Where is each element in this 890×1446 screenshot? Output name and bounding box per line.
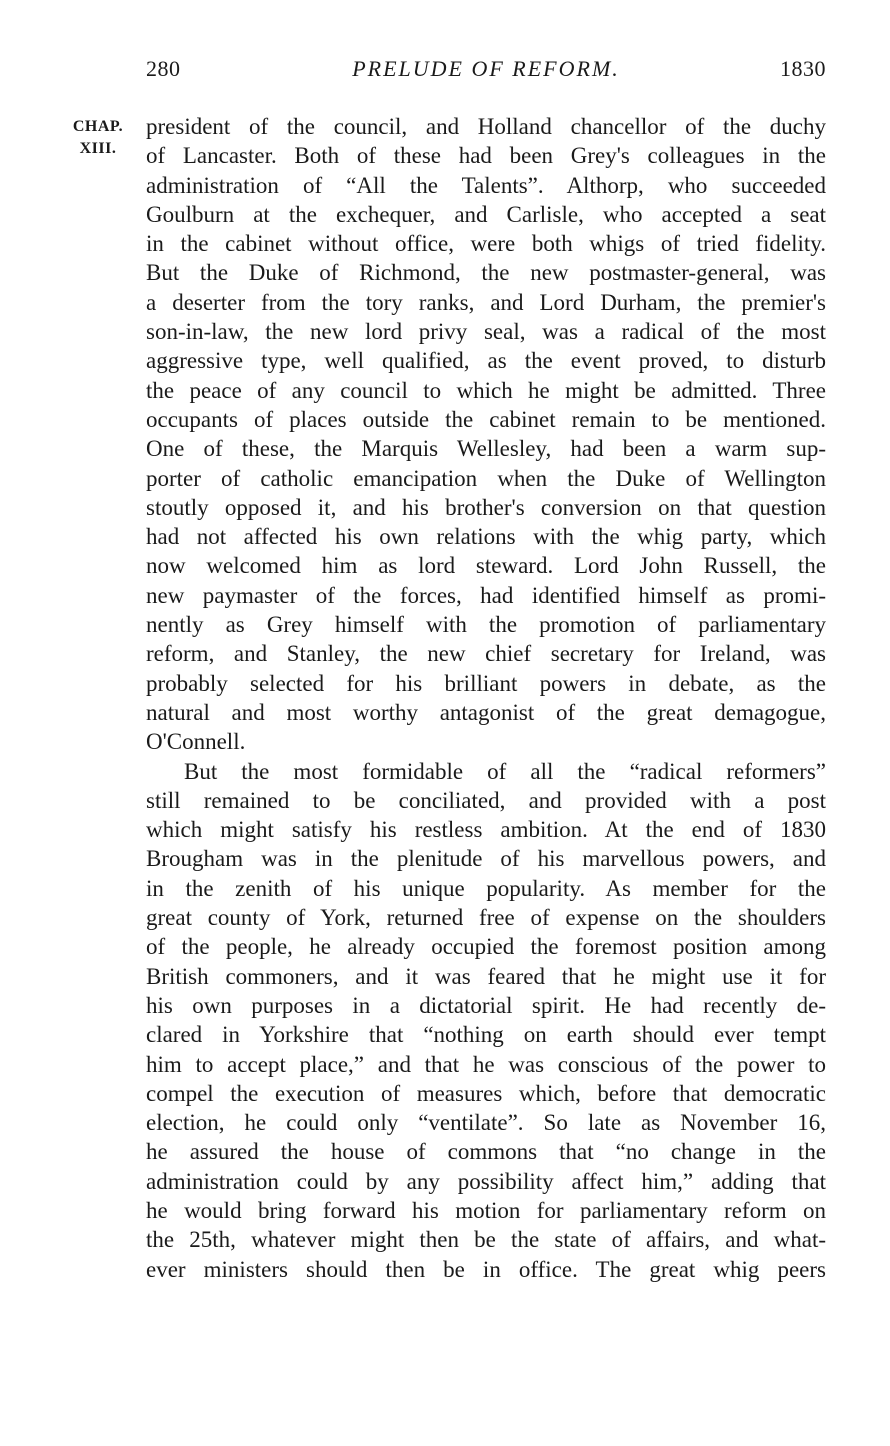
- text-line: probably selected for his brilliant powers in debate, as the: [146, 670, 826, 696]
- text-line: election, he could only “ventilate”. So late as November 16,: [146, 1110, 826, 1136]
- text-line: occupants of places outside the cabinet remain to be mentioned.: [146, 406, 826, 432]
- text-line: of Lancaster. Both of these had been Grey's colleagues in the: [146, 143, 826, 169]
- page-number: 280: [146, 56, 181, 81]
- text-line: administration could by any possibility affect him,” adding that: [146, 1168, 826, 1194]
- text-line: great county of York, returned free of expense on the shoulders: [146, 905, 826, 931]
- text-line: in the zenith of his unique popularity. As member for the: [146, 875, 826, 901]
- text-line: clared in Yorkshire that “nothing on earth should ever tempt: [146, 1022, 826, 1048]
- text-line: reform, and Stanley, the new chief secretary for Ireland, was: [146, 641, 826, 667]
- chapter-label-number: XIII.: [79, 140, 117, 157]
- text-line: stoutly opposed it, and his brother's conversion on that question: [146, 494, 826, 520]
- text-line: aggressive type, well qualified, as the event proved, to disturb: [146, 348, 826, 374]
- chapter-label: [62, 116, 134, 160]
- text-line: his own purposes in a dictatorial spirit. He had recently de-: [146, 992, 826, 1018]
- text-line: he assured the house of commons that “no change in the: [146, 1139, 826, 1165]
- text-line: a deserter from the tory ranks, and Lord Durham, the premier's: [146, 289, 826, 315]
- text-line: now welcomed him as lord steward. Lord John Russell, the: [146, 553, 826, 579]
- text-line: still remained to be conciliated, and provided with a post: [146, 787, 826, 813]
- text-line: administration of “All the Talents”. Althorp, who succeeded: [146, 172, 826, 198]
- text-line: compel the execution of measures which, before that democratic: [146, 1080, 826, 1106]
- text-line: British commoners, and it was feared that he might use it for: [146, 963, 826, 989]
- text-line: Brougham was in the plenitude of his marvellous powers, and: [146, 846, 826, 872]
- text-line: the peace of any council to which he might be admitted. Three: [146, 377, 826, 403]
- text-line: porter of catholic emancipation when the Duke of Wellington: [146, 465, 826, 491]
- text-line-paragraph-end: O'Connell.: [146, 729, 246, 755]
- text-line: ever ministers should then be in office. The great whig peers: [146, 1256, 826, 1282]
- text-line: him to accept place,” and that he was conscious of the power to: [146, 1051, 826, 1077]
- text-line: he would bring forward his motion for parliamentary reform on: [146, 1197, 826, 1223]
- text-line: Goulburn at the exchequer, and Carlisle, who accepted a seat: [146, 201, 826, 227]
- text-line: of the people, he already occupied the foremost position among: [146, 934, 826, 960]
- text-line: in the cabinet without office, were both whigs of tried fidelity.: [146, 231, 826, 257]
- text-line: new paymaster of the forces, had identified himself as promi-: [146, 582, 826, 608]
- text-line: president of the council, and Holland chancellor of the duchy: [146, 114, 826, 139]
- running-head: [146, 56, 826, 90]
- chapter-label-word: CHAP.: [72, 118, 124, 135]
- text-line-paragraph-start: But the most formidable of all the “radical reformers”: [184, 758, 826, 784]
- text-line: son-in-law, the new lord privy seal, was a radical of the most: [146, 319, 826, 345]
- text-line: But the Duke of Richmond, the new postmaster-general, was: [146, 260, 826, 286]
- text-line: which might satisfy his restless ambition. At the end of 1830: [146, 817, 826, 843]
- running-year: 1830: [780, 56, 826, 81]
- body-text: [146, 112, 826, 1284]
- text-line: had not affected his own relations with the whig party, which: [146, 524, 826, 550]
- text-line: natural and most worthy antagonist of the great demagogue,: [146, 699, 826, 725]
- text-line: the 25th, whatever might then be the state of affairs, and what-: [146, 1227, 826, 1253]
- text-line: One of these, the Marquis Wellesley, had been a warm sup-: [146, 436, 826, 462]
- running-title: PRELUDE OF REFORM.: [352, 56, 620, 81]
- text-line: nently as Grey himself with the promotion of parliamentary: [146, 612, 826, 638]
